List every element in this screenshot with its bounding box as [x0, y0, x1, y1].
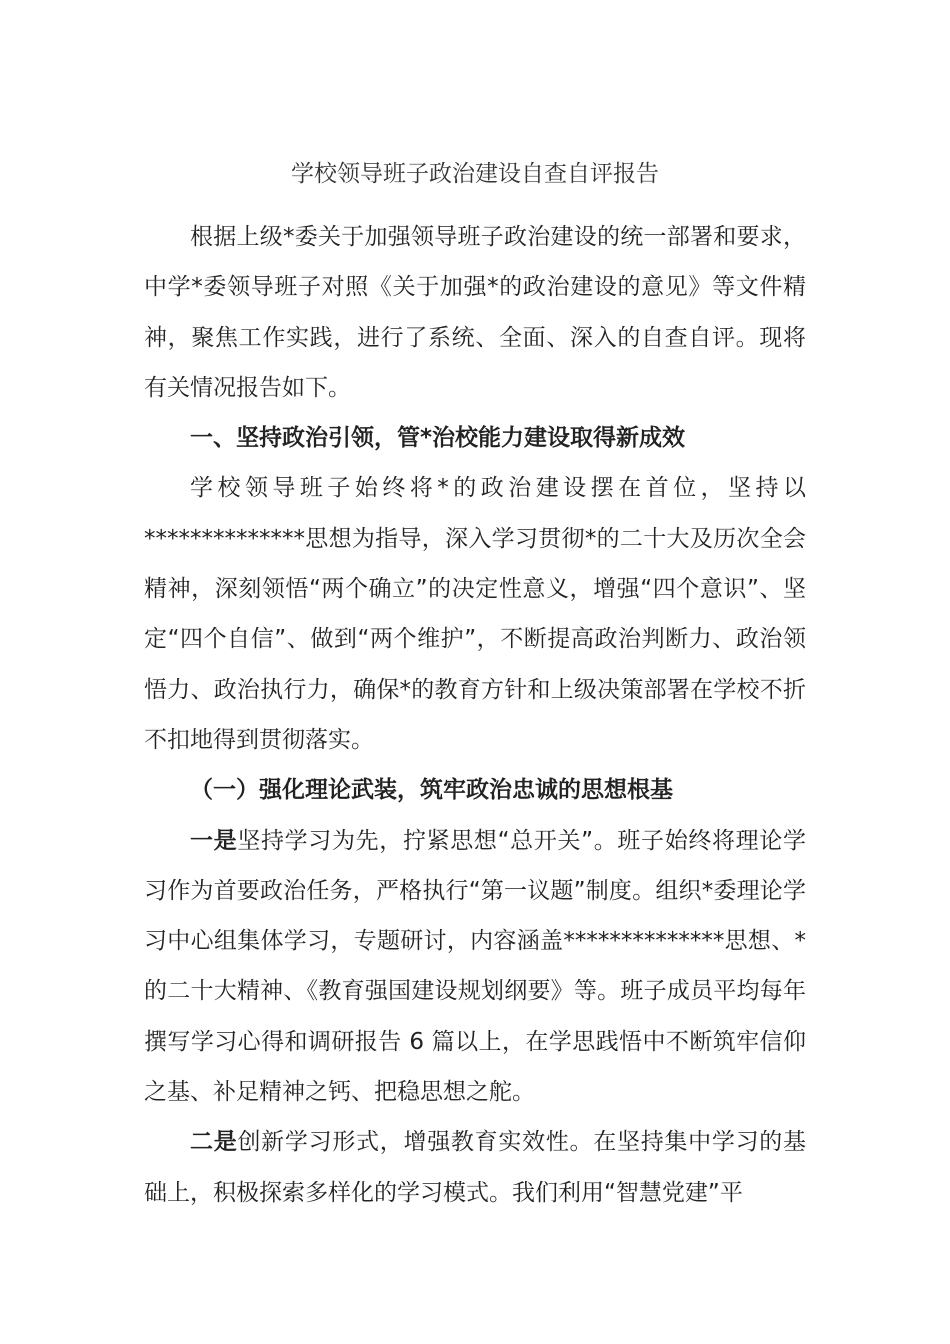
point-2-text: 创新学习形式，增强教育实效性。在坚持集中学习的基础上，积极探索多样化的学习模式。我们利用“智慧党建”平 [144, 1129, 807, 1206]
section-1-heading: 一、坚持政治引领，管*治校能力建设取得新成效 [190, 425, 686, 452]
point-1-lead: 一是 [190, 827, 238, 854]
point-1-text: 坚持学习为先，拧紧思想“总开关”。班子始终将理论学习作为首要政治任务，严格执行“第一议题”制度。组织*委理论学习中心组集体学习，专题研讨，内容涵盖**************思想、*的二十大精神、《教育强国建设规划纲要》等。班子成员平均每年撰写学习心得和调研报告 6 篇以上，在学思践悟中不断筑牢信仰之基、补足精神之钙、把稳思想之舵。 [144, 827, 806, 1106]
intro-paragraph: 根据上级*委关于加强领导班子政治建设的统一部署和要求，中学*委领导班子对照《关于加强*的政治建设的意见》等文件精神，聚焦工作实践，进行了系统、全面、深入的自查自评。现将有关情况报告如下。 [144, 224, 806, 401]
document-title: 学校领导班子政治建设自查自评报告 [291, 161, 659, 187]
section-1-paragraph: 学校领导班子始终将*的政治建设摆在首位，坚持以**************思想为指导，深入学习贯彻*的二十大及历次全会精神，深刻领悟“两个确立”的决定性意义，增强“四个意识”、坚定“四个自信”、做到“两个维护”，不断提高政治判断力、政治领悟力、政治执行力，确保*的教育方针和上级决策部署在学校不折不扣地得到贯彻落实。 [144, 475, 806, 753]
point-2-paragraph [144, 1117, 806, 1218]
subsection-1-heading: （一）强化理论武装，筑牢政治忠诚的思想根基 [190, 777, 673, 804]
document-body [144, 212, 806, 1218]
point-1-paragraph [144, 816, 806, 1118]
point-2-lead: 二是 [190, 1129, 238, 1156]
